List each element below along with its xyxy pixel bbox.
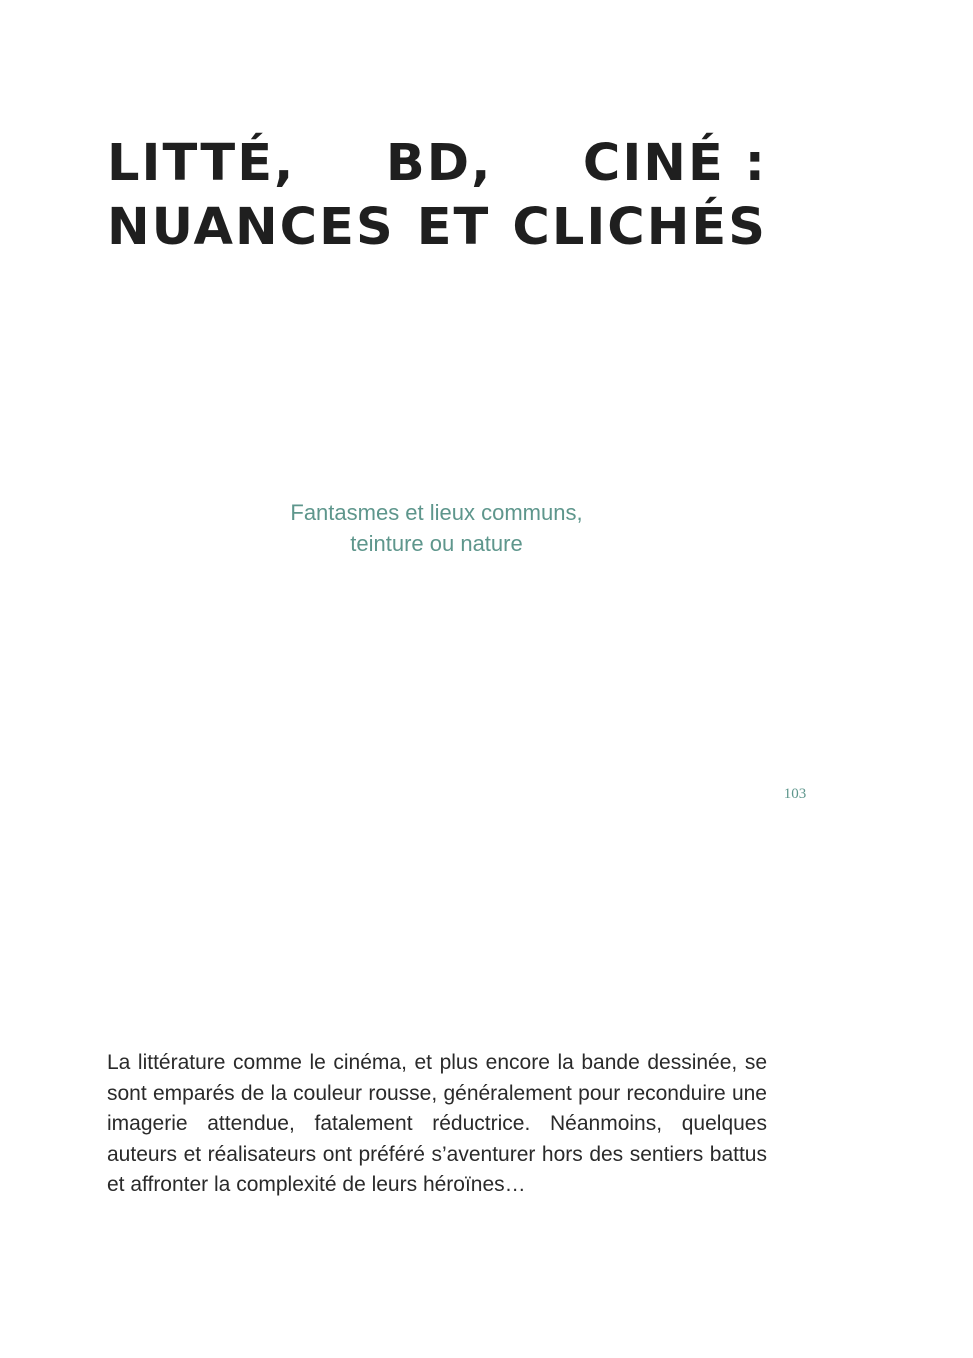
chapter-title-line-1 — [107, 132, 767, 196]
chapter-title — [107, 132, 767, 260]
chapter-subtitle — [200, 497, 673, 559]
title-word: BD, — [385, 134, 493, 193]
chapter-title-line-2 — [107, 196, 767, 260]
subtitle-line-1: Fantasmes et lieux communs, — [290, 500, 583, 525]
title-word: CINÉ : — [582, 134, 767, 193]
subtitle-line-2: teinture ou nature — [350, 531, 523, 556]
title-word: ET — [416, 198, 491, 257]
title-word: LITTÉ, — [107, 134, 296, 193]
title-word: NUANCES — [107, 198, 395, 257]
intro-paragraph: La littérature comme le cinéma, et plus encore la bande dessinée, se sont emparés de la couleur rousse, généralement pour reconduire une imagerie attendue, fatalement réductrice. Néanmoins, quelques auteurs et réalisateurs ont préféré s’aventurer hors des sentiers battus et affronter la complexité de leurs héroïnes… — [107, 1051, 767, 1196]
title-word: CLICHÉS — [512, 198, 767, 257]
page-number: 103 — [783, 786, 807, 802]
